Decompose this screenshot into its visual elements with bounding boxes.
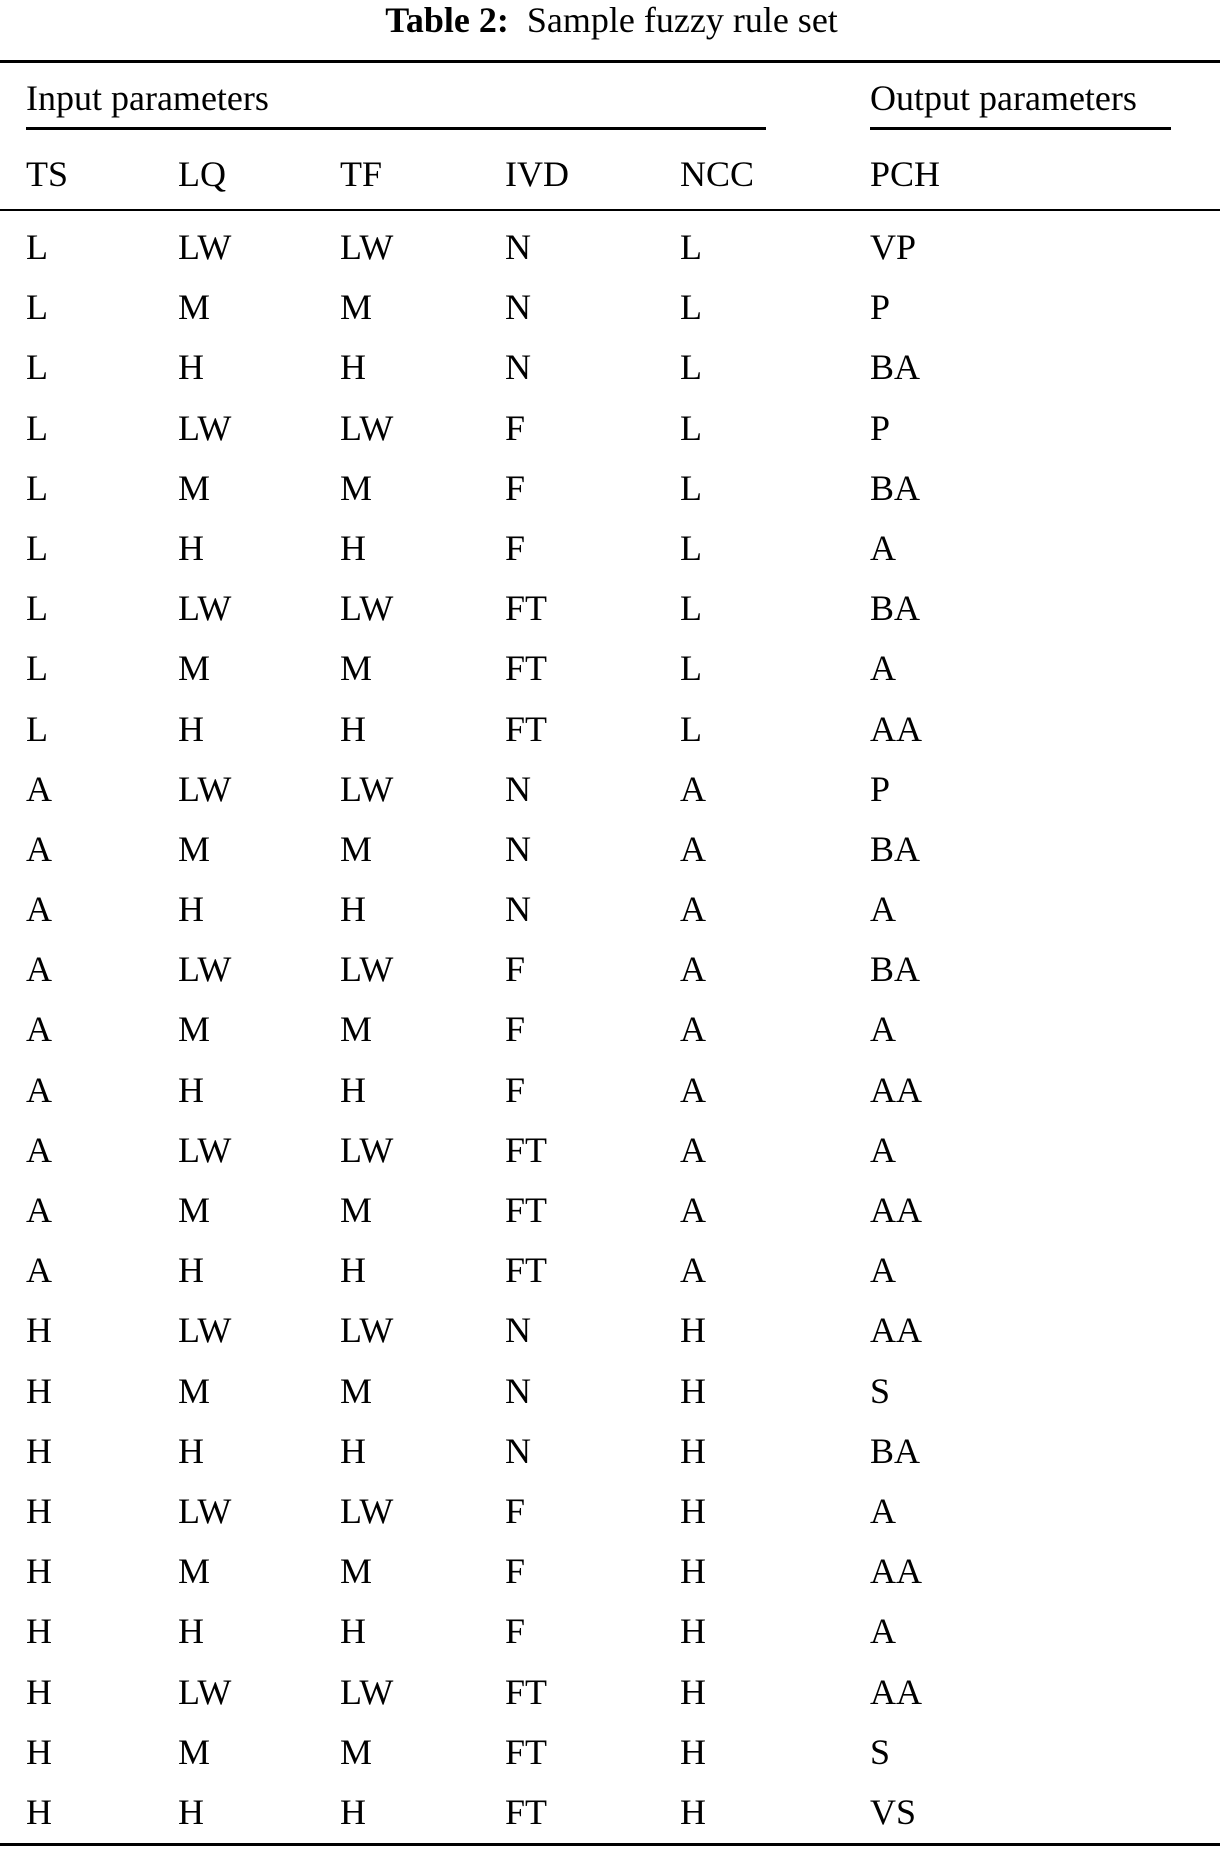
table-row — [0, 1730, 1223, 1790]
table-cell-ivd: FT — [505, 648, 548, 689]
table-row — [0, 526, 1223, 586]
table-cell-pch: AA — [870, 708, 922, 749]
output-group-rule — [870, 127, 1171, 130]
table-cell-lq: H — [178, 889, 204, 930]
table-row — [0, 1670, 1223, 1730]
column-header-ivd: IVD — [505, 154, 569, 194]
table-cell-ts: L — [26, 227, 48, 267]
table-row — [0, 887, 1223, 947]
column-header-pch: PCH — [870, 154, 941, 194]
table-cell-pch: BA — [870, 467, 921, 508]
table-cell-ts: L — [26, 588, 48, 629]
table-cell-ivd: FT — [505, 1250, 548, 1291]
table-cell-ncc: A — [680, 828, 706, 869]
table-cell-ncc: L — [680, 467, 702, 508]
table-cell-tf: LW — [340, 768, 394, 809]
input-parameters-heading: Input parameters — [26, 78, 269, 118]
table-cell-ts: H — [26, 1430, 52, 1471]
table-cell-lq: H — [178, 1791, 204, 1832]
table-cell-tf: M — [340, 287, 373, 328]
table-cell-tf: LW — [340, 1490, 394, 1531]
table-row — [0, 1248, 1223, 1308]
table-cell-ncc: A — [680, 1190, 706, 1230]
table-row — [0, 586, 1223, 646]
table-cell-pch: A — [870, 1009, 896, 1050]
table-row — [0, 767, 1223, 827]
table-cell-pch: AA — [870, 1671, 922, 1712]
table-cell-ncc: H — [680, 1310, 706, 1351]
table-cell-ncc: A — [680, 1069, 706, 1110]
table-cell-tf: M — [340, 1731, 373, 1772]
table-cell-tf: H — [340, 1069, 366, 1110]
table-cell-lq: H — [178, 1069, 204, 1110]
table-cell-ts: A — [26, 889, 52, 930]
table-cell-ts: L — [26, 407, 48, 448]
table-cell-ncc: L — [680, 527, 702, 568]
output-parameters-heading: Output parameters — [870, 78, 1137, 118]
table-cell-ts: H — [26, 1611, 52, 1652]
table-cell-ivd: FT — [505, 708, 548, 749]
column-header-lq: LQ — [178, 154, 226, 194]
table-cell-pch: AA — [870, 1310, 922, 1351]
table-cell-tf: M — [340, 1370, 373, 1411]
table-cell-ivd: F — [505, 467, 526, 508]
table-cell-pch: AA — [870, 1551, 922, 1592]
table-cell-pch: BA — [870, 949, 921, 990]
table-row — [0, 1369, 1223, 1429]
table-cell-ivd: FT — [505, 1791, 548, 1832]
table-cell-tf: LW — [340, 1129, 394, 1170]
table-row — [0, 1429, 1223, 1489]
table-cell-pch: A — [870, 1490, 896, 1531]
table-caption — [0, 0, 1223, 40]
table-cell-ivd: F — [505, 407, 526, 448]
table-row — [0, 1007, 1223, 1067]
table-cell-lq: LW — [178, 407, 232, 448]
table-cell-ts: L — [26, 347, 48, 388]
table-cell-pch: AA — [870, 1069, 922, 1110]
table-cell-tf: LW — [340, 227, 394, 267]
table-row — [0, 1068, 1223, 1128]
table-cell-pch: A — [870, 1611, 896, 1652]
table-row — [0, 646, 1223, 706]
table-cell-tf: H — [340, 1430, 366, 1471]
table-cell-pch: A — [870, 527, 896, 568]
table-cell-ivd: N — [505, 1430, 531, 1471]
table-cell-lq: M — [178, 287, 211, 328]
table-row — [0, 1790, 1223, 1850]
table-cell-ivd: F — [505, 1009, 526, 1050]
table-cell-pch: AA — [870, 1190, 922, 1230]
table-cell-lq: H — [178, 1250, 204, 1291]
table-cell-tf: LW — [340, 1671, 394, 1712]
table-cell-ts: H — [26, 1370, 52, 1411]
table-cell-lq: M — [178, 648, 211, 689]
table-cell-ivd: F — [505, 1069, 526, 1110]
table-row — [0, 947, 1223, 1007]
table-cell-ts: A — [26, 1190, 52, 1230]
header-bottom-rule — [0, 209, 1220, 211]
table-cell-ts: L — [26, 527, 48, 568]
table-cell-ts: L — [26, 708, 48, 749]
table-cell-tf: LW — [340, 407, 394, 448]
table-cell-lq: H — [178, 527, 204, 568]
table-cell-ivd: N — [505, 768, 531, 809]
table-row — [0, 285, 1223, 345]
table-caption-text: Sample fuzzy rule set — [526, 0, 838, 40]
table-cell-lq: LW — [178, 227, 232, 267]
table-row — [0, 707, 1223, 767]
table-cell-pch: S — [870, 1370, 891, 1411]
table-row — [0, 1188, 1223, 1248]
table-cell-lq: H — [178, 1611, 204, 1652]
table-cell-tf: H — [340, 347, 366, 388]
table-cell-lq: LW — [178, 588, 232, 629]
table-cell-ncc: L — [680, 407, 702, 448]
table-cell-ncc: L — [680, 227, 702, 267]
table-cell-ivd: FT — [505, 1190, 548, 1230]
table-cell-pch: P — [870, 407, 891, 448]
table-cell-ncc: A — [680, 768, 706, 809]
table-cell-ivd: F — [505, 1611, 526, 1652]
table-cell-ivd: N — [505, 287, 531, 328]
table-cell-ncc: A — [680, 949, 706, 990]
column-header-ts: TS — [26, 154, 69, 194]
table-cell-ts: A — [26, 1069, 52, 1110]
table-row — [0, 1489, 1223, 1549]
table-cell-ncc: A — [680, 1009, 706, 1050]
table-cell-ts: H — [26, 1551, 52, 1592]
table-cell-tf: M — [340, 828, 373, 869]
table-top-rule — [0, 60, 1220, 63]
table-cell-ncc: H — [680, 1370, 706, 1411]
table-cell-ncc: H — [680, 1551, 706, 1592]
table-cell-pch: VS — [870, 1791, 917, 1832]
table-cell-ts: H — [26, 1731, 52, 1772]
table-cell-lq: M — [178, 1731, 211, 1772]
table-cell-ivd: N — [505, 828, 531, 869]
table-cell-pch: P — [870, 287, 891, 328]
table-cell-lq: M — [178, 1009, 211, 1050]
table-cell-ncc: L — [680, 287, 702, 328]
table-cell-tf: H — [340, 1250, 366, 1291]
table-cell-tf: H — [340, 708, 366, 749]
table-cell-tf: H — [340, 889, 366, 930]
table-cell-lq: M — [178, 1551, 211, 1592]
table-cell-ncc: H — [680, 1430, 706, 1471]
table-cell-ivd: N — [505, 889, 531, 930]
table-cell-pch: A — [870, 889, 896, 930]
table-cell-lq: H — [178, 708, 204, 749]
table-cell-ts: A — [26, 828, 52, 869]
table-cell-ts: A — [26, 949, 52, 990]
table-cell-ncc: H — [680, 1671, 706, 1712]
table-cell-lq: LW — [178, 949, 232, 990]
table-cell-tf: M — [340, 467, 373, 508]
table-cell-ts: A — [26, 1250, 52, 1291]
table-cell-pch: VP — [870, 227, 917, 267]
table-cell-tf: LW — [340, 949, 394, 990]
table-cell-ncc: H — [680, 1611, 706, 1652]
table-cell-ncc: H — [680, 1791, 706, 1832]
table-body — [0, 225, 1223, 1850]
table-cell-ncc: H — [680, 1731, 706, 1772]
table-cell-ncc: A — [680, 1129, 706, 1170]
table-cell-ts: A — [26, 1009, 52, 1050]
column-header-ncc: NCC — [680, 154, 755, 194]
table-cell-tf: LW — [340, 1310, 394, 1351]
table-cell-pch: BA — [870, 588, 921, 629]
table-cell-ivd: N — [505, 1310, 531, 1351]
table-row — [0, 466, 1223, 526]
table-row — [0, 225, 1223, 285]
table-cell-lq: LW — [178, 1671, 232, 1712]
table-cell-ivd: N — [505, 347, 531, 388]
table-cell-lq: LW — [178, 1490, 232, 1531]
table-cell-tf: H — [340, 1611, 366, 1652]
table-row — [0, 1549, 1223, 1609]
input-group-rule — [26, 127, 766, 130]
table-cell-pch: S — [870, 1731, 891, 1772]
table-cell-lq: LW — [178, 1129, 232, 1170]
table-cell-pch: BA — [870, 828, 921, 869]
table-cell-ncc: L — [680, 648, 702, 689]
table-cell-ncc: A — [680, 889, 706, 930]
table-cell-lq: M — [178, 828, 211, 869]
table-cell-tf: M — [340, 648, 373, 689]
table-cell-lq: M — [178, 1190, 211, 1230]
table-cell-ivd: FT — [505, 588, 548, 629]
table-cell-pch: P — [870, 768, 891, 809]
table-cell-ts: H — [26, 1791, 52, 1832]
table-caption-label: Table 2: — [385, 0, 509, 40]
table-cell-ts: L — [26, 287, 48, 328]
table-cell-ts: A — [26, 768, 52, 809]
table-cell-ts: L — [26, 648, 48, 689]
table-cell-ivd: F — [505, 1490, 526, 1531]
table-cell-ivd: N — [505, 227, 531, 267]
table-cell-tf: LW — [340, 588, 394, 629]
table-cell-ncc: L — [680, 347, 702, 388]
table-cell-lq: H — [178, 347, 204, 388]
table-cell-lq: LW — [178, 1310, 232, 1351]
table-cell-lq: H — [178, 1430, 204, 1471]
table-cell-ts: H — [26, 1671, 52, 1712]
table-cell-ncc: H — [680, 1490, 706, 1531]
table-cell-ivd: N — [505, 1370, 531, 1411]
table-cell-ts: A — [26, 1129, 52, 1170]
table-cell-ts: H — [26, 1310, 52, 1351]
table-cell-ts: H — [26, 1490, 52, 1531]
table-cell-ivd: F — [505, 527, 526, 568]
table-cell-lq: M — [178, 1370, 211, 1411]
table-cell-tf: H — [340, 1791, 366, 1832]
table-cell-tf: M — [340, 1190, 373, 1230]
table-cell-ivd: FT — [505, 1731, 548, 1772]
table-cell-ts: L — [26, 467, 48, 508]
table-cell-ivd: FT — [505, 1129, 548, 1170]
table-row — [0, 827, 1223, 887]
table-cell-tf: M — [340, 1551, 373, 1592]
table-cell-lq: M — [178, 467, 211, 508]
table-cell-pch: BA — [870, 347, 921, 388]
table-row — [0, 406, 1223, 466]
table-cell-pch: A — [870, 1250, 896, 1291]
table-cell-lq: LW — [178, 768, 232, 809]
column-header-tf: TF — [340, 154, 383, 194]
table-cell-ivd: FT — [505, 1671, 548, 1712]
table-cell-ncc: L — [680, 588, 702, 629]
table-bottom-rule — [0, 1843, 1220, 1846]
table-cell-ncc: L — [680, 708, 702, 749]
table-cell-ncc: A — [680, 1250, 706, 1291]
table-row — [0, 1128, 1223, 1188]
table-cell-ivd: F — [505, 949, 526, 990]
table-row — [0, 345, 1223, 405]
table-cell-ivd: F — [505, 1551, 526, 1592]
table-cell-tf: M — [340, 1009, 373, 1050]
table-cell-pch: A — [870, 1129, 896, 1170]
table-cell-pch: A — [870, 648, 896, 689]
table-cell-tf: H — [340, 527, 366, 568]
table-row — [0, 1308, 1223, 1368]
table-cell-pch: BA — [870, 1430, 921, 1471]
table-row — [0, 1609, 1223, 1669]
